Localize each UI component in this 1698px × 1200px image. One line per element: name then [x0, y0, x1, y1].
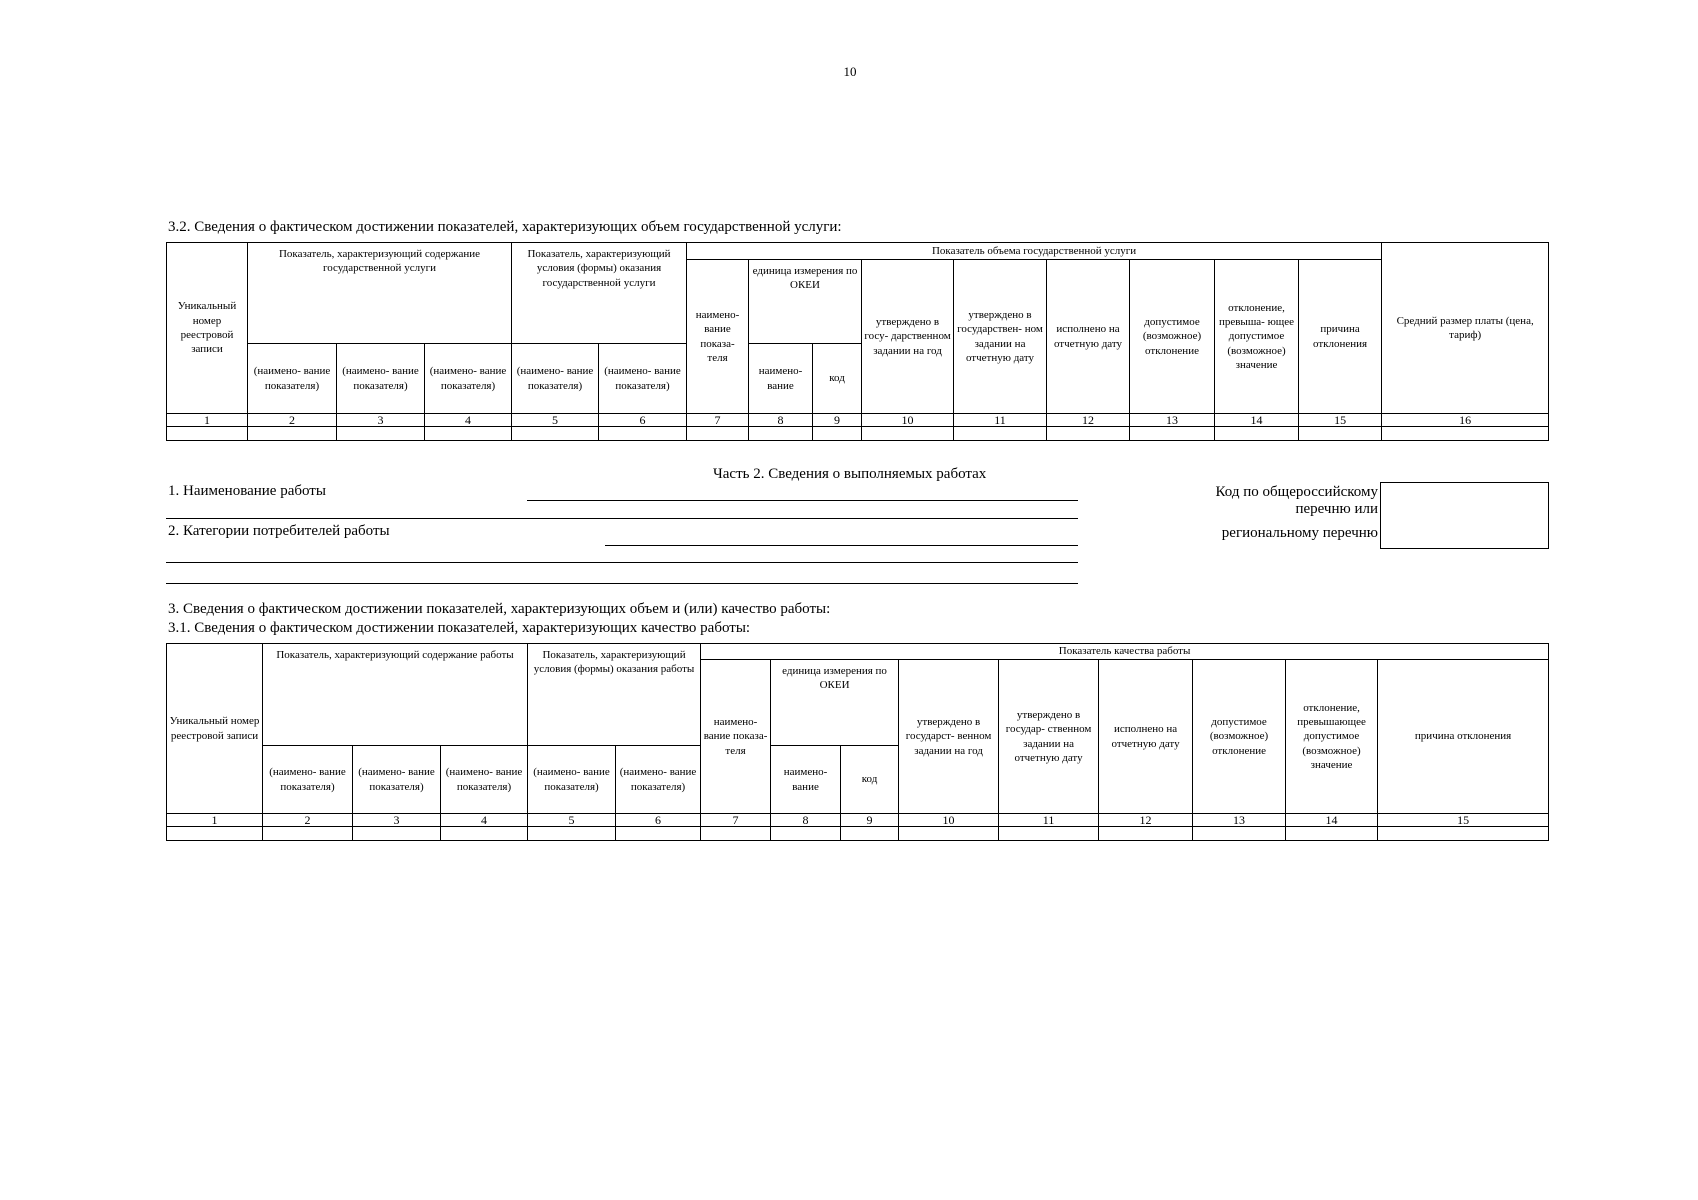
- header-unit: единица измерения по ОКЕИ: [771, 660, 899, 746]
- section-3-2-title: 3.2. Сведения о фактическом достижении показателей, характеризующих объем государственной услуги:: [168, 219, 842, 235]
- table-row: [167, 827, 1549, 841]
- col-num: 10: [862, 414, 954, 427]
- col-num: 8: [749, 414, 813, 427]
- col-num: 7: [687, 414, 749, 427]
- empty-cell[interactable]: [263, 827, 353, 841]
- quality-indicators-table: [166, 643, 1549, 841]
- col-num: 14: [1286, 814, 1378, 827]
- empty-cell[interactable]: [512, 427, 599, 441]
- empty-cell[interactable]: [528, 827, 616, 841]
- header-approved-year: утверждено в госу- дарственном задании на год: [862, 260, 954, 414]
- header-unique-record: Уникальный номер реестровой записи: [167, 243, 248, 414]
- header-approved-year: утверждено в государст- венном задании на год: [899, 660, 999, 814]
- sub-indicator-name: (наимено- вание показателя): [337, 344, 425, 414]
- col-num: 3: [353, 814, 441, 827]
- header-condition-indicator: Показатель, характеризующий условия (формы) оказания государственной услуги: [512, 243, 687, 344]
- header-reason: причина отклонения: [1299, 260, 1382, 414]
- work-name-line[interactable]: [527, 500, 1078, 501]
- empty-cell[interactable]: [1378, 827, 1549, 841]
- consumers-line-3[interactable]: [166, 583, 1078, 584]
- consumers-line[interactable]: [605, 545, 1078, 546]
- sub-unit-name: наимено- вание: [749, 344, 813, 414]
- header-volume-indicator: Показатель объема государственной услуги: [687, 243, 1382, 260]
- header-condition-indicator: Показатель, характеризующий условия (формы) оказания работы: [528, 644, 701, 746]
- col-num: 14: [1215, 414, 1299, 427]
- empty-cell[interactable]: [1286, 827, 1378, 841]
- empty-cell[interactable]: [1130, 427, 1215, 441]
- header-unit: единица измерения по ОКЕИ: [749, 260, 862, 344]
- empty-cell[interactable]: [248, 427, 337, 441]
- col-num: 5: [528, 814, 616, 827]
- header-quality-indicator: Показатель качества работы: [701, 644, 1549, 660]
- empty-cell[interactable]: [813, 427, 862, 441]
- col-num: 9: [813, 414, 862, 427]
- sub-indicator-name: (наимено- вание показателя): [441, 746, 528, 814]
- code-label: [1150, 484, 1378, 542]
- sub-unit-code: код: [813, 344, 862, 414]
- empty-cell[interactable]: [167, 827, 263, 841]
- empty-cell[interactable]: [167, 427, 248, 441]
- col-num: 3: [337, 414, 425, 427]
- col-num: 8: [771, 814, 841, 827]
- sub-unit-code: код: [841, 746, 899, 814]
- empty-cell[interactable]: [353, 827, 441, 841]
- empty-cell[interactable]: [337, 427, 425, 441]
- col-num: 11: [999, 814, 1099, 827]
- code-label-line-1: Код по общероссийскому: [1215, 484, 1378, 500]
- table-row: [167, 427, 1549, 441]
- sub-indicator-name: (наимено- вание показателя): [528, 746, 616, 814]
- empty-cell[interactable]: [899, 827, 999, 841]
- empty-cell[interactable]: [1382, 427, 1549, 441]
- empty-cell[interactable]: [999, 827, 1099, 841]
- empty-cell[interactable]: [1299, 427, 1382, 441]
- empty-cell[interactable]: [687, 427, 749, 441]
- section-3-1-title: 3.1. Сведения о фактическом достижении показателей, характеризующих качество работы:: [168, 620, 751, 636]
- header-content-indicator: Показатель, характеризующий содержание работы: [263, 644, 528, 746]
- consumers-line-2[interactable]: [166, 562, 1078, 563]
- empty-cell[interactable]: [771, 827, 841, 841]
- header-executed: исполнено на отчетную дату: [1099, 660, 1193, 814]
- sub-indicator-name: (наимено- вание показателя): [616, 746, 701, 814]
- section-3-title: 3. Сведения о фактическом достижении показателей, характеризующих объем и (или) качество работы:: [168, 601, 831, 617]
- col-num: 13: [1193, 814, 1286, 827]
- code-box[interactable]: [1380, 482, 1549, 549]
- col-num: 10: [899, 814, 999, 827]
- page-number: 10: [843, 64, 857, 79]
- col-num: 12: [1047, 414, 1130, 427]
- col-num: 7: [701, 814, 771, 827]
- part-2-title: Часть 2. Сведения о выполняемых работах: [713, 466, 987, 482]
- col-num: 6: [599, 414, 687, 427]
- empty-cell[interactable]: [1047, 427, 1130, 441]
- col-num: 11: [954, 414, 1047, 427]
- col-num: 5: [512, 414, 599, 427]
- header-allowed-deviation: допустимое (возможное) отклонение: [1193, 660, 1286, 814]
- volume-indicators-table: [166, 242, 1549, 441]
- sub-indicator-name: (наимено- вание показателя): [599, 344, 687, 414]
- empty-cell[interactable]: [425, 427, 512, 441]
- empty-cell[interactable]: [954, 427, 1047, 441]
- empty-cell[interactable]: [1215, 427, 1299, 441]
- code-label-line-2: перечню или: [1295, 501, 1378, 518]
- column-numbers-row: [167, 414, 1549, 427]
- header-excess-deviation: отклонение, превыша- ющее допустимое (возможное) значение: [1215, 260, 1299, 414]
- sub-indicator-name: (наимено- вание показателя): [248, 344, 337, 414]
- empty-cell[interactable]: [616, 827, 701, 841]
- col-num: 12: [1099, 814, 1193, 827]
- col-num: 9: [841, 814, 899, 827]
- header-allowed-deviation: допустимое (возможное) отклонение: [1130, 260, 1215, 414]
- work-name-line-2[interactable]: [166, 518, 1078, 519]
- sub-unit-name: наимено- вание: [771, 746, 841, 814]
- empty-cell[interactable]: [1099, 827, 1193, 841]
- col-num: 2: [263, 814, 353, 827]
- header-approved-date: утверждено в государствен- ном задании на отчетную дату: [954, 260, 1047, 414]
- sub-indicator-name: (наимено- вание показателя): [425, 344, 512, 414]
- empty-cell[interactable]: [841, 827, 899, 841]
- col-num: 15: [1378, 814, 1549, 827]
- sub-indicator-name: (наимено- вание показателя): [512, 344, 599, 414]
- sub-indicator-name: (наимено- вание показателя): [263, 746, 353, 814]
- col-num: 15: [1299, 414, 1382, 427]
- consumers-label: 2. Категории потребителей работы: [168, 523, 390, 539]
- header-content-indicator: Показатель, характеризующий содержание государственной услуги: [248, 243, 512, 344]
- header-indicator-name: наимено- вание показа- теля: [701, 660, 771, 814]
- empty-cell[interactable]: [749, 427, 813, 441]
- col-num: 13: [1130, 414, 1215, 427]
- work-name-label: 1. Наименование работы: [168, 483, 326, 499]
- col-num: 16: [1382, 414, 1549, 427]
- empty-cell[interactable]: [441, 827, 528, 841]
- sub-indicator-name: (наимено- вание показателя): [353, 746, 441, 814]
- header-approved-date: утверждено в государ- ственном задании на отчетную дату: [999, 660, 1099, 814]
- header-executed: исполнено на отчетную дату: [1047, 260, 1130, 414]
- col-num: 6: [616, 814, 701, 827]
- empty-cell[interactable]: [1193, 827, 1286, 841]
- empty-cell[interactable]: [701, 827, 771, 841]
- header-excess-deviation: отклонение, превышающее допустимое (возможное) значение: [1286, 660, 1378, 814]
- header-reason: причина отклонения: [1378, 660, 1549, 814]
- header-unique-record: Уникальный номер реестровой записи: [167, 644, 263, 814]
- empty-cell[interactable]: [862, 427, 954, 441]
- col-num: 4: [425, 414, 512, 427]
- empty-cell[interactable]: [599, 427, 687, 441]
- col-num: 1: [167, 814, 263, 827]
- header-indicator-name: наимено- вание показа- теля: [687, 260, 749, 414]
- col-num: 4: [441, 814, 528, 827]
- code-label-line-3: региональному перечню: [1221, 524, 1378, 541]
- col-num: 2: [248, 414, 337, 427]
- col-num: 1: [167, 414, 248, 427]
- column-numbers-row: [167, 814, 1549, 827]
- header-avg-fee: Средний размер платы (цена, тариф): [1382, 243, 1549, 414]
